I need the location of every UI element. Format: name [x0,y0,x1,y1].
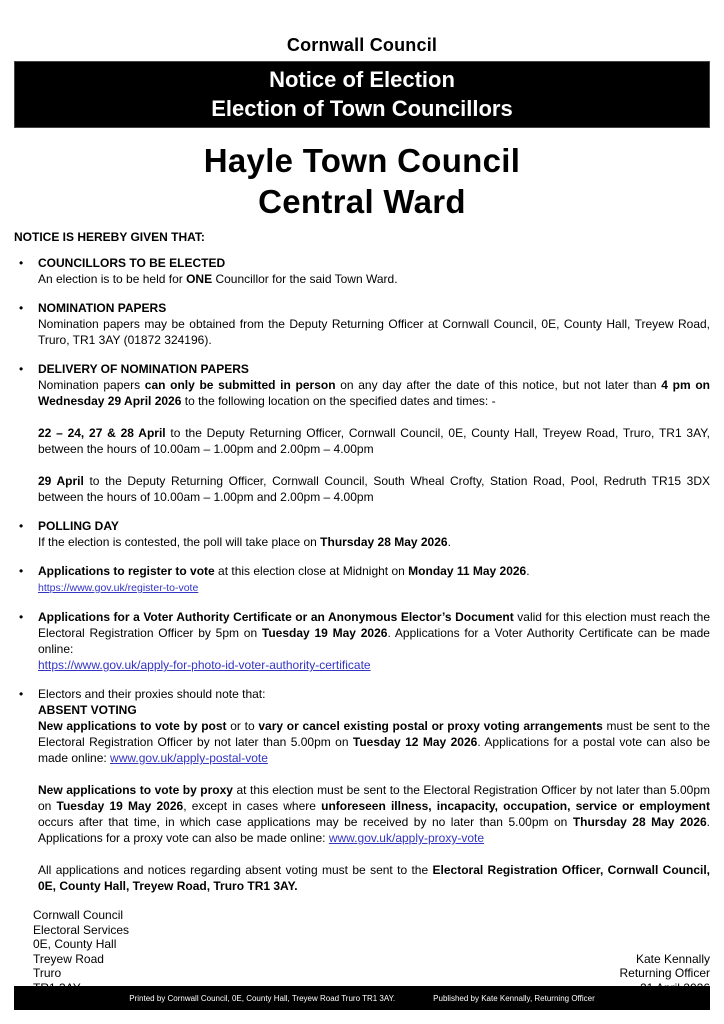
paragraph [38,316,710,348]
text-segment: to the following location on the specified dates and times: - [181,394,496,408]
text-segment: , except in cases where [183,799,322,813]
text-segment: 22 – 24, 27 & 28 April [38,426,166,440]
voter-authority-link-line [38,657,710,673]
bullet-marker: • [19,256,24,270]
text-segment: . Applications for a proxy vote can also be made online: [38,815,711,845]
section-absent-voting [14,686,710,894]
text-segment: All applications and notices regarding absent voting must be sent to the [38,863,433,877]
hyperlink[interactable]: https://www.gov.uk/register-to-vote [38,582,199,594]
notice-intro: NOTICE IS HEREBY GIVEN THAT: [14,230,205,244]
paragraph [38,862,710,894]
text-segment: . [526,564,530,578]
bullet-marker: • [19,362,24,376]
section-register-to-vote [14,563,710,596]
section-delivery [14,361,710,505]
text-segment: 4 pm on Wednesday 29 April 2026 [38,378,710,408]
signoff-block [14,908,710,996]
text-segment: New applications to vote by proxy [38,783,233,797]
bullet-marker: • [19,687,24,701]
bullet-marker: • [19,564,24,578]
absent-voting-heading [38,702,710,718]
text-segment: Monday 11 May 2026 [408,564,527,578]
text-segment: Tuesday 12 May 2026 [352,735,478,749]
hyperlink[interactable]: https://www.gov.uk/apply-for-photo-id-voter-authority-certificate [38,658,371,672]
paragraph [38,563,710,579]
text-segment: Tuesday 19 May 2026 [261,626,388,640]
paragraph [38,782,710,846]
bullet-marker: • [19,610,24,624]
text-segment: 29 April [38,474,84,488]
register-to-vote-link-line [38,579,710,596]
text-segment: at this election close at Midnight on [214,564,409,578]
paragraph [38,609,710,657]
text-segment: . Applications for a Voter Authority Certificate can be made online: [38,626,710,656]
text-segment: ABSENT VOTING [38,703,137,717]
printed-by-text: Printed by Cornwall Council, 0E, County Hall, Treyew Road Truro TR1 3AY. [129,993,396,1003]
address-line: 0E, County Hall [33,937,117,952]
section-heading: NOMINATION PAPERS [38,301,167,315]
text-segment: unforeseen illness, incapacity, occupation, service or employment [321,799,711,813]
text-segment: must be sent to the Electoral Registration Officer by not later than 5.00pm on [38,719,710,749]
text-segment: If the election is contested, the poll will take place on [38,535,321,549]
text-segment: Councillor for the said Town Ward. [212,272,398,286]
text-segment: New applications to vote by post [38,719,227,733]
section-councillors [14,255,710,287]
section-heading: DELIVERY OF NOMINATION PAPERS [38,362,249,376]
text-segment: Electors and their proxies should note that: [38,687,266,701]
hyperlink[interactable]: www.gov.uk/apply-proxy-vote [328,831,485,845]
paragraph [38,271,710,287]
section-heading: COUNCILLORS TO BE ELECTED [38,256,226,270]
text-segment: occurs after that time, in which case applications may be received by no later than 5.00pm on [38,815,573,829]
published-by-text: Published by Kate Kennally, Returning Officer [433,993,595,1003]
section-nomination-papers [14,300,710,348]
hyperlink[interactable]: www.gov.uk/apply-postal-vote [110,751,268,765]
section-voter-authority-certificate [14,609,710,673]
text-segment: to the Deputy Returning Officer, Cornwall Council, South Wheal Crofty, Station Road, Pool, Redruth TR15 3DX between the hours of 10.00am – 1.00pm and 2.00pm – 4.00pm [38,474,710,504]
text-segment: Nomination papers [38,378,145,392]
text-segment: to the Deputy Returning Officer, Cornwall Council, 0E, County Hall, Treyew Road, Truro, TR1 3AY, between the hours of 10.00am – 1.00pm and 2.00pm – 4.00pm [38,426,710,456]
sender-address [14,908,129,996]
paragraph [38,377,710,409]
text-segment: . Applications for a postal vote can also be made online: [38,735,711,765]
text-segment: at this election must be sent to the Electoral Registration Officer by not later than 5.00pm on [38,783,711,813]
address-line: Electoral Services [33,922,130,937]
text-segment: vary or cancel existing postal or proxy voting arrangements [258,719,603,733]
officer-name: Kate Kennally [635,951,710,966]
text-segment: Applications to register to vote [38,564,215,578]
address-line: Truro [33,966,62,981]
paragraph [38,473,710,505]
section-polling-day [14,518,710,550]
council-name: Cornwall Council [286,35,438,55]
text-segment: Thursday 28 May 2026 [572,815,707,829]
officer-role: Returning Officer [619,966,710,981]
text-segment: valid for this election must reach the Electoral Registration Officer by 5pm on [38,610,710,640]
text-segment: An election is to be held for [38,272,187,286]
text-segment: Electoral Registration Officer, Cornwall Council, 0E, County Hall, Treyew Road, Truro TR1 3AY. [38,863,710,893]
banner-line-2: Election of Town Councillors [211,96,513,121]
banner-line-1: Notice of Election [269,67,455,92]
paragraph [38,686,710,702]
imprint-footer [14,986,710,1010]
text-segment: Applications for a Voter Authority Certificate or an Anonymous Elector’s Document [38,610,514,624]
address-line: Cornwall Council [33,908,124,922]
notice-banner [14,61,710,128]
section-heading: POLLING DAY [38,519,119,533]
text-segment: can only be submitted in person [144,378,336,392]
address-line: Treyew Road [33,951,104,966]
text-segment: Thursday 28 May 2026 [320,535,448,549]
text-segment: on any day after the date of this notice, but not later than [335,378,662,392]
title-line-council: Hayle Town Council [203,142,521,179]
text-segment: ONE [186,272,213,286]
text-segment: or to [226,719,259,733]
bullet-marker: • [19,519,24,533]
text-segment: Nomination papers may be obtained from the Deputy Returning Officer at Cornwall Council, 0E, County Hall, Treyew Road, Truro, TR1 3AY (01872 324196). [38,317,710,347]
text-segment: Tuesday 19 May 2026 [56,799,184,813]
bullet-marker: • [19,301,24,315]
title-line-ward: Central Ward [258,183,466,220]
paragraph [38,718,710,766]
paragraph [38,425,710,457]
paragraph [38,534,710,550]
text-segment: . [447,535,451,549]
document-title [14,140,710,222]
